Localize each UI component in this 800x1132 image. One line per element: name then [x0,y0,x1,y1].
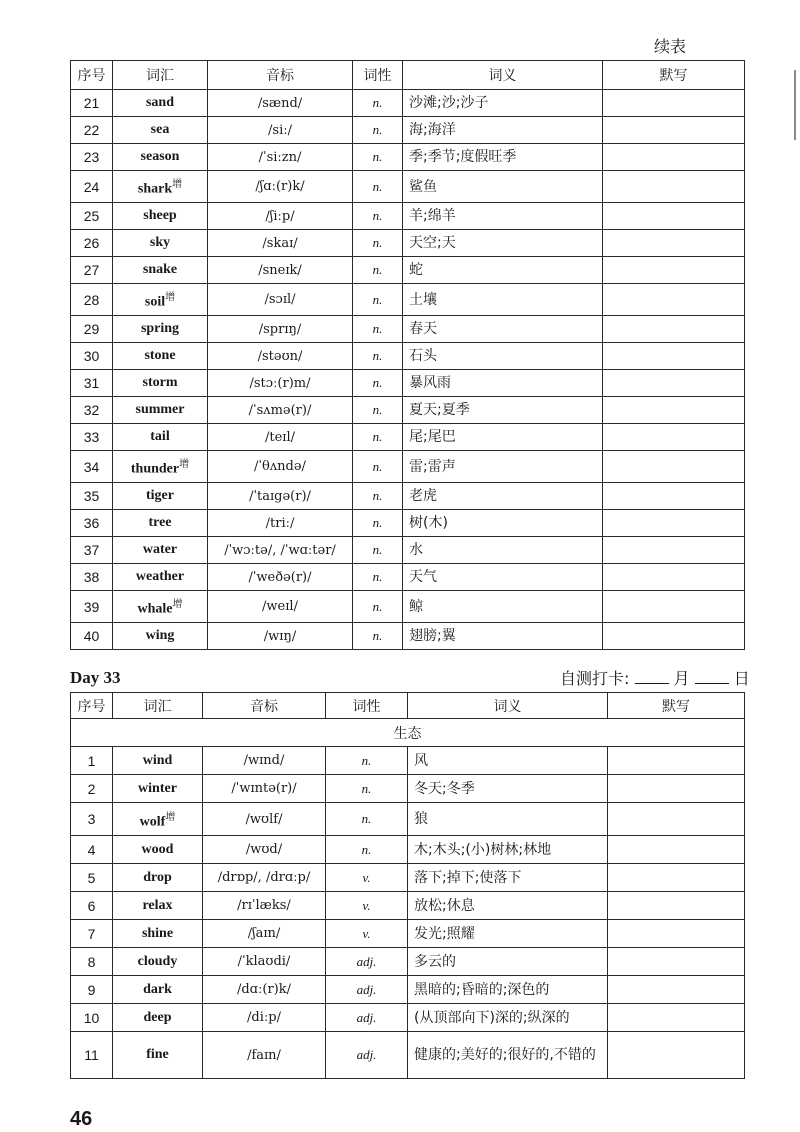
word-text: spring [140,321,180,336]
vocab-word [113,803,203,836]
table-row [71,1032,745,1079]
word-text: sheep [143,208,177,223]
phonetic: /ˈklaʊdi/ [203,948,326,976]
row-number: 25 [71,203,113,230]
part-of-speech: n. [326,836,408,864]
vocab-word [113,203,208,230]
meaning: 水 [403,537,603,564]
phonetic: /ˈsiːzn/ [208,144,353,171]
phonetic: /sɔɪl/ [208,284,353,316]
dictation-cell[interactable] [608,747,745,775]
word-text: winter [138,780,177,796]
continued-label: 续表 [654,37,687,56]
phonetic: /wɪnd/ [203,747,326,775]
table-row [71,171,745,203]
header-word: 词汇 [113,61,208,90]
row-number: 21 [71,90,113,117]
table-row [71,144,745,171]
table-row [71,976,745,1004]
dictation-cell[interactable] [603,424,745,451]
header-index: 序号 [71,693,113,719]
part-of-speech: adj. [326,1004,408,1032]
table-row [71,203,745,230]
header-index: 序号 [71,61,113,90]
added-word-mark: 增 [172,179,183,191]
vocab-word [113,976,203,1004]
phonetic: /ʃaɪn/ [203,920,326,948]
table-row [71,451,745,483]
meaning: 发光;照耀 [408,920,608,948]
vocab-word [113,257,208,284]
word-text: wolf [139,814,166,830]
dictation-cell[interactable] [608,803,745,836]
vocab-word [113,537,208,564]
word-text: storm [142,375,178,390]
meaning: 石头 [403,343,603,370]
row-number: 33 [71,424,113,451]
meaning: 雷;雷声 [403,451,603,483]
added-word-mark: 增 [172,599,183,611]
row-number: 2 [71,775,113,803]
part-of-speech: n. [326,775,408,803]
dictation-cell[interactable] [603,117,745,144]
table-row [71,1004,745,1032]
part-of-speech: n. [353,564,403,591]
meaning: 沙滩;沙;沙子 [403,90,603,117]
row-number: 5 [71,864,113,892]
row-number: 32 [71,397,113,424]
table-row [71,623,745,650]
dictation-cell[interactable] [608,1004,745,1032]
part-of-speech: n. [353,257,403,284]
table-row [71,284,745,316]
dictation-cell[interactable] [603,203,745,230]
word-text: sand [145,95,175,110]
vocab-word [113,117,208,144]
row-number: 39 [71,591,113,623]
dictation-cell[interactable] [608,836,745,864]
vocab-word [113,836,203,864]
table-row [71,510,745,537]
part-of-speech: adj. [326,948,408,976]
row-number: 3 [71,803,113,836]
part-of-speech: n. [353,343,403,370]
table-row [71,370,745,397]
part-of-speech: v. [326,920,408,948]
word-text: weather [135,569,185,584]
phonetic: /ˈtaɪgə(r)/ [208,483,353,510]
phonetic: /siː/ [208,117,353,144]
meaning: 尾;尾巴 [403,424,603,451]
part-of-speech: n. [326,747,408,775]
header-meaning: 词义 [403,61,603,90]
word-text: tree [148,515,172,530]
table-row [71,564,745,591]
part-of-speech: n. [353,451,403,483]
meaning: 羊;绵羊 [403,203,603,230]
part-of-speech: n. [353,144,403,171]
added-word-mark: 增 [165,811,176,823]
meaning: 狼 [408,803,608,836]
row-number: 36 [71,510,113,537]
vocab-word [113,623,208,650]
meaning: 鲸 [403,591,603,623]
dictation-cell[interactable] [603,483,745,510]
part-of-speech: adj. [326,976,408,1004]
table-row [71,257,745,284]
phonetic: /sneɪk/ [208,257,353,284]
word-text: sky [149,235,171,250]
vocab-word [113,920,203,948]
dictation-cell[interactable] [608,775,745,803]
word-text: drop [143,869,172,885]
table-row [71,483,745,510]
meaning: 夏天;夏季 [403,397,603,424]
vocab-word [113,144,208,171]
row-number: 35 [71,483,113,510]
word-text: wing [145,628,175,643]
vocab-word [113,424,208,451]
meaning: 冬天;冬季 [408,775,608,803]
dictation-cell[interactable] [603,397,745,424]
meaning: 季;季节;度假旺季 [403,144,603,171]
vocab-word [113,230,208,257]
meaning: 木;木头;(小)树林;林地 [408,836,608,864]
meaning: 蛇 [403,257,603,284]
word-text: wood [141,841,174,857]
table-header-row [71,61,745,90]
table-row [71,864,745,892]
vocab-word [113,483,208,510]
meaning: 土壤 [403,284,603,316]
word-text: dark [143,981,172,997]
vocab-table-continued [70,60,745,650]
vocab-word [113,343,208,370]
row-number: 23 [71,144,113,171]
page-number: 46 [70,1108,93,1130]
phonetic: /ˈwɔːtə/, /ˈwɑːtər/ [208,537,353,564]
header-phonetic: 音标 [203,693,326,719]
row-number: 26 [71,230,113,257]
table-row [71,803,745,836]
header-dictation: 默写 [603,61,745,90]
phonetic: /ˈweðə(r)/ [208,564,353,591]
phonetic: /stɔː(r)m/ [208,370,353,397]
dictation-cell[interactable] [608,864,745,892]
part-of-speech: n. [353,230,403,257]
phonetic: /ˈθʌndə/ [208,451,353,483]
self-test-checkin [560,666,750,689]
meaning: 天气 [403,564,603,591]
vocab-word [113,397,208,424]
row-number: 1 [71,747,113,775]
row-number: 27 [71,257,113,284]
meaning: 老虎 [403,483,603,510]
part-of-speech: n. [353,591,403,623]
table-header-row [71,693,745,719]
vocab-word [113,948,203,976]
page-edge-mark [794,70,796,140]
vocab-word [113,1032,203,1079]
vocab-table-day33 [70,692,745,1079]
vocab-word [113,370,208,397]
part-of-speech: n. [326,803,408,836]
meaning: 多云的 [408,948,608,976]
word-text: stone [144,348,176,363]
phonetic: /diːp/ [203,1004,326,1032]
category-label: 生态 [71,719,745,747]
table-row [71,343,745,370]
word-text: deep [143,1009,172,1025]
phonetic: /wɪŋ/ [208,623,353,650]
vocab-word [113,451,208,483]
meaning: 树(木) [403,510,603,537]
row-number: 7 [71,920,113,948]
part-of-speech: n. [353,370,403,397]
meaning: 春天 [403,316,603,343]
vocab-word [113,564,208,591]
part-of-speech: n. [353,424,403,451]
part-of-speech: n. [353,284,403,316]
word-text: tiger [146,488,174,503]
table-row [71,591,745,623]
vocab-word [113,591,208,623]
dictation-cell[interactable] [603,144,745,171]
table-row [71,537,745,564]
category-row [71,719,745,747]
row-number: 8 [71,948,113,976]
phonetic: /sprɪŋ/ [208,316,353,343]
day-blank[interactable] [695,669,729,684]
part-of-speech: n. [353,483,403,510]
table-row [71,230,745,257]
table-row [71,90,745,117]
header-word: 词汇 [113,693,203,719]
table-row [71,920,745,948]
row-number: 37 [71,537,113,564]
meaning: 翅膀;翼 [403,623,603,650]
vocab-word [113,864,203,892]
row-number: 30 [71,343,113,370]
word-text: fine [146,1047,169,1062]
vocab-word [113,510,208,537]
dictation-cell[interactable] [603,257,745,284]
dictation-cell[interactable] [603,623,745,650]
phonetic: /faɪn/ [203,1032,326,1079]
dictation-cell[interactable] [603,284,745,316]
vocab-word [113,747,203,775]
dictation-cell[interactable] [603,370,745,397]
checkin-month: 月 [673,669,690,688]
phonetic: /ʃiːp/ [208,203,353,230]
meaning: 落下;掉下;使落下 [408,864,608,892]
part-of-speech: n. [353,171,403,203]
row-number: 31 [71,370,113,397]
table-row [71,424,745,451]
meaning: (从顶部向下)深的;纵深的 [408,1004,608,1032]
row-number: 6 [71,892,113,920]
added-word-mark: 增 [165,292,176,304]
phonetic: /ˈwɪntə(r)/ [203,775,326,803]
word-text: soil [144,294,166,310]
added-word-mark: 增 [179,459,190,471]
vocab-word [113,1004,203,1032]
meaning: 鲨鱼 [403,171,603,203]
part-of-speech: v. [326,864,408,892]
header-phonetic: 音标 [208,61,353,90]
dictation-cell[interactable] [603,343,745,370]
dictation-cell[interactable] [608,892,745,920]
word-text: whale [137,601,173,617]
phonetic: /skaɪ/ [208,230,353,257]
vocab-word [113,775,203,803]
phonetic: /teɪl/ [208,424,353,451]
word-text: season [140,149,180,164]
dictation-cell[interactable] [608,976,745,1004]
row-number: 24 [71,171,113,203]
word-text: relax [142,897,173,913]
table-row [71,117,745,144]
row-number: 4 [71,836,113,864]
vocab-word [113,171,208,203]
meaning: 健康的;美好的;很好的,不错的 [408,1032,608,1079]
part-of-speech: n. [353,397,403,424]
phonetic: /drɒp/, /drɑːp/ [203,864,326,892]
row-number: 38 [71,564,113,591]
part-of-speech: v. [326,892,408,920]
phonetic: /triː/ [208,510,353,537]
checkin-day: 日 [733,669,750,688]
dictation-cell[interactable] [603,230,745,257]
phonetic: /wʊd/ [203,836,326,864]
table-row [71,747,745,775]
word-text: thunder [130,461,180,477]
word-text: tail [150,429,170,444]
part-of-speech: n. [353,117,403,144]
part-of-speech: n. [353,90,403,117]
table-row [71,948,745,976]
table-row [71,892,745,920]
meaning: 海;海洋 [403,117,603,144]
row-number: 29 [71,316,113,343]
part-of-speech: n. [353,623,403,650]
word-text: cloudy [137,953,178,969]
part-of-speech: n. [353,203,403,230]
dictation-cell[interactable] [603,510,745,537]
dictation-cell[interactable] [608,948,745,976]
phonetic: /ʃɑː(r)k/ [208,171,353,203]
table-row [71,397,745,424]
phonetic: /wʊlf/ [203,803,326,836]
dictation-cell[interactable] [608,1032,745,1079]
row-number: 11 [71,1032,113,1079]
part-of-speech: n. [353,510,403,537]
checkin-label: 自测打卡: [560,669,630,688]
meaning: 天空;天 [403,230,603,257]
word-text: shark [137,181,173,197]
vocab-word [113,90,208,117]
meaning: 暴风雨 [403,370,603,397]
dictation-cell[interactable] [603,90,745,117]
phonetic: /rɪˈlæks/ [203,892,326,920]
header-pos: 词性 [353,61,403,90]
row-number: 10 [71,1004,113,1032]
part-of-speech: n. [353,316,403,343]
word-text: wind [142,752,173,768]
dictation-cell[interactable] [603,591,745,623]
dictation-cell[interactable] [603,537,745,564]
dictation-cell[interactable] [603,316,745,343]
part-of-speech: n. [353,537,403,564]
vocab-word [113,316,208,343]
dictation-cell[interactable] [603,564,745,591]
word-text: snake [142,262,178,277]
word-text: shine [141,925,174,941]
dictation-cell[interactable] [603,171,745,203]
vocab-word [113,284,208,316]
header-dictation: 默写 [608,693,745,719]
day-heading: Day 33 [70,668,121,687]
word-text: summer [135,402,185,417]
row-number: 34 [71,451,113,483]
meaning: 风 [408,747,608,775]
header-meaning: 词义 [408,693,608,719]
vocab-word [113,892,203,920]
row-number: 40 [71,623,113,650]
table-row [71,836,745,864]
part-of-speech: adj. [326,1032,408,1079]
word-text: sea [150,122,170,137]
dictation-cell[interactable] [603,451,745,483]
dictation-cell[interactable] [608,920,745,948]
meaning: 放松;休息 [408,892,608,920]
month-blank[interactable] [635,669,669,684]
table-row [71,775,745,803]
phonetic: /stəʊn/ [208,343,353,370]
phonetic: /weɪl/ [208,591,353,623]
row-number: 22 [71,117,113,144]
header-pos: 词性 [326,693,408,719]
phonetic: /ˈsʌmə(r)/ [208,397,353,424]
word-text: water [142,542,178,557]
phonetic: /sænd/ [208,90,353,117]
row-number: 28 [71,284,113,316]
row-number: 9 [71,976,113,1004]
phonetic: /dɑː(r)k/ [203,976,326,1004]
table-row [71,316,745,343]
meaning: 黑暗的;昏暗的;深色的 [408,976,608,1004]
